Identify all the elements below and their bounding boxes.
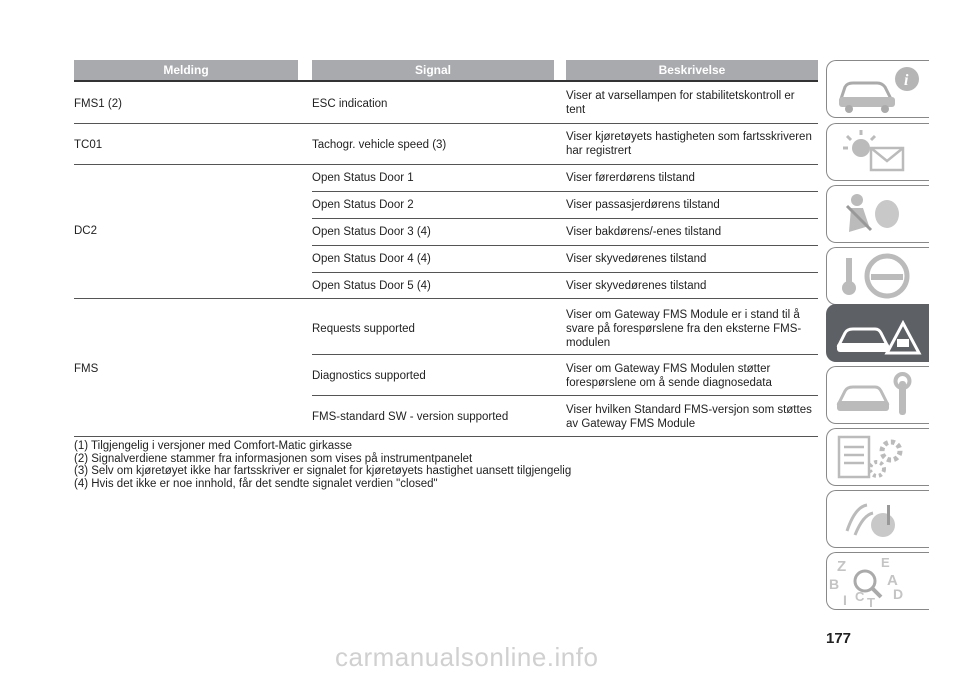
message-cell: FMS1 (2) — [74, 98, 122, 110]
car-wrench-icon — [827, 367, 929, 423]
index-letter-icon: T — [867, 595, 875, 609]
description-line: Viser om Gateway FMS Module er i stand til å — [566, 309, 800, 321]
footnote: (4) Hvis det ikke er noe innhold, får det sendte signalet verdien "closed" — [74, 477, 438, 490]
description-line: Viser kjøretøyets hastigheten som fartsskriveren — [566, 131, 812, 143]
signal-cell: Open Status Door 4 (4) — [312, 253, 431, 265]
row-divider — [312, 218, 818, 219]
row-divider — [74, 298, 818, 299]
signal-cell: FMS-standard SW - version supported — [312, 411, 509, 423]
signal-cell: Tachogr. vehicle speed (3) — [312, 139, 447, 151]
row-divider — [312, 395, 818, 396]
description-cell: Viser bakdørens/-enes tilstand — [566, 226, 722, 238]
row-divider — [312, 191, 818, 192]
message-label: DC2 — [74, 225, 98, 237]
description-line: svare på forespørslene fra den eksterne FMS- — [566, 323, 802, 335]
description-line: tent — [566, 104, 586, 116]
signal-cell: Requests supported — [312, 323, 415, 335]
row-divider — [74, 123, 818, 124]
row-divider — [74, 436, 818, 437]
row-divider — [312, 245, 818, 246]
index-letter-icon: A — [887, 572, 898, 589]
car-hazard-icon — [827, 305, 929, 361]
footnotes — [74, 440, 571, 490]
description-line: av Gateway FMS Module — [566, 418, 696, 430]
signal-cell: Open Status Door 3 (4) — [312, 226, 431, 238]
description-line: Viser om Gateway FMS Modulen støtter — [566, 363, 771, 375]
car-info-icon — [827, 61, 929, 117]
header-message: Melding — [74, 60, 298, 80]
description-cell — [566, 89, 820, 117]
description-line: har registrert — [566, 145, 632, 157]
description-cell — [566, 308, 820, 350]
warning-lights-icon — [827, 124, 929, 180]
sidebar-tab-starting-driving[interactable] — [826, 247, 929, 305]
sidebar-tab-warning-lights[interactable] — [826, 123, 929, 181]
page-number: 177 — [826, 630, 852, 647]
alphabetical-index-icon — [827, 553, 929, 609]
seatbelt-airbag-icon — [827, 186, 929, 242]
index-letter-icon: I — [843, 592, 847, 608]
sidebar-tab-index[interactable] — [826, 552, 929, 610]
sidebar-tab-technical-data[interactable] — [826, 428, 929, 486]
row-divider — [312, 272, 818, 273]
header-signal: Signal — [312, 60, 554, 80]
description-cell — [566, 362, 820, 390]
message-cell: TC01 — [74, 139, 103, 151]
sidebar-tab-multimedia[interactable] — [826, 490, 929, 548]
sidebar-tab-maintenance[interactable] — [826, 366, 929, 424]
header-rule — [74, 80, 818, 82]
message-label: FMS — [74, 363, 99, 375]
header-description: Beskrivelse — [566, 60, 818, 80]
signal-cell: Open Status Door 2 — [312, 199, 414, 211]
description-cell: Viser passasjerdørens tilstand — [566, 199, 720, 211]
footnote: (1) Tilgjengelig i versjoner med Comfort-Matic girkasse — [74, 440, 353, 452]
description-cell: Viser førerdørens tilstand — [566, 172, 695, 184]
signal-cell: Diagnostics supported — [312, 370, 426, 382]
sidebar-tab-safety[interactable] — [826, 185, 929, 243]
index-letter-icon: Z — [837, 558, 847, 575]
sidebar-tab-emergency[interactable] — [826, 304, 929, 362]
sidebar-tab-car-info[interactable] — [826, 60, 929, 118]
fms-message-table — [74, 60, 818, 430]
multimedia-music-icon — [827, 491, 929, 547]
specifications-gear-icon — [827, 429, 929, 485]
description-cell — [566, 403, 820, 431]
row-divider — [312, 354, 818, 355]
signal-cell: ESC indication — [312, 98, 388, 110]
table-header — [74, 60, 818, 80]
description-line: Viser hvilken Standard FMS-versjon som støttes — [566, 404, 812, 416]
key-steering-wheel-icon — [827, 248, 929, 304]
svg-text:i: i — [904, 72, 909, 89]
description-cell — [566, 130, 820, 158]
description-line: forespørslene om å sende diagnosedata — [566, 377, 772, 389]
description-cell: Viser skyvedørenes tilstand — [566, 253, 707, 265]
index-letter-icon: C — [855, 589, 865, 604]
index-letter-icon: D — [893, 586, 904, 602]
watermark: carmanualsonline.info — [335, 642, 599, 672]
description-line: Viser at varsellampen for stabilitetskontroll er — [566, 90, 795, 102]
signal-cell: Open Status Door 1 — [312, 172, 414, 184]
row-divider — [74, 164, 818, 165]
description-line: modulen — [566, 337, 611, 349]
signal-cell: Open Status Door 5 (4) — [312, 280, 431, 292]
footnote: (3) Selv om kjøretøyet ikke har fartsskriver er signalet for kjøretøyets hastighet uansett tilgjengelig — [74, 465, 572, 477]
footnote: (2) Signalverdiene stammer fra informasjonen som vises på instrumentpanelet — [74, 452, 473, 465]
description-cell: Viser skyvedørenes tilstand — [566, 280, 707, 292]
index-letter-icon: B — [829, 576, 840, 592]
index-letter-icon: E — [881, 555, 890, 570]
